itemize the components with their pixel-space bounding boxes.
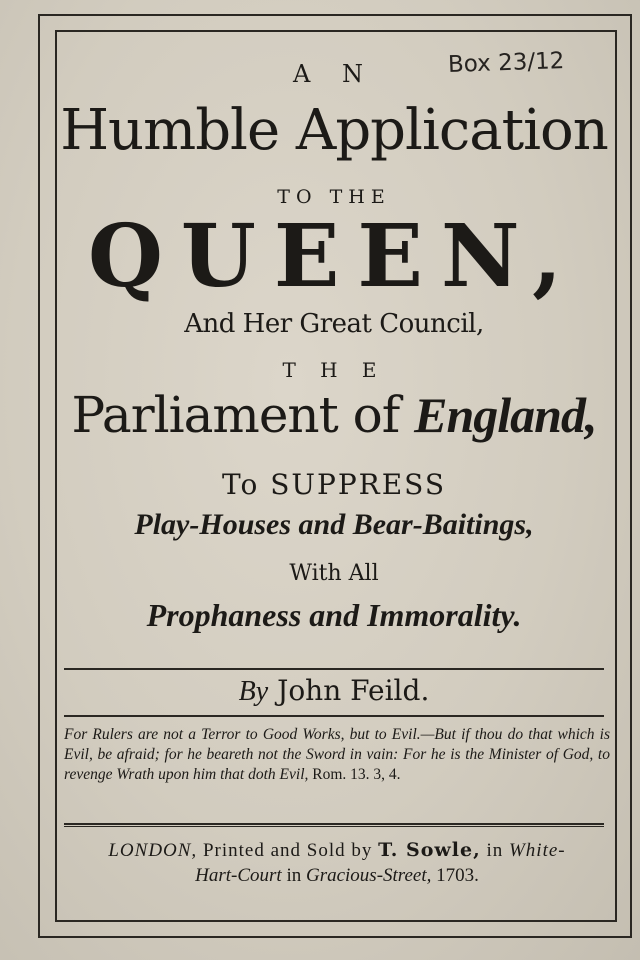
to-suppress: To SUPPRESS — [221, 468, 447, 501]
imprint-printed-sold: Printed and Sold by — [197, 840, 379, 861]
quote-text: For Rulers are not a Terror to Good Works, but to Evil.—But if thou do that which is Evil, be afraid; for he beareth not the Sword in vain: For he is the Minister of God, to revenge Wrath upon him that doth Evil, — [64, 726, 610, 783]
with-all: With All — [289, 561, 379, 586]
handwritten-annotation: Box 23/12 — [447, 47, 565, 79]
rule-bottom-thin — [64, 826, 604, 827]
imprint-street: Gracious-Street, — [305, 865, 432, 886]
quote-reference: Rom. 13. 3, 4. — [312, 766, 401, 783]
imprint-in-2: in — [281, 865, 306, 886]
great-council: And Her Great Council, — [184, 309, 484, 339]
imprint-printer: T. Sowle, — [378, 839, 481, 861]
to-the: TO THE — [277, 186, 391, 208]
imprint-line-1 — [64, 838, 610, 863]
parliament-line — [55, 386, 613, 444]
parliament-text: Parliament of — [71, 386, 415, 444]
title-queen: QUEEN, — [87, 206, 581, 307]
the: T H E — [282, 358, 386, 382]
imprint-hart-court: Hart-Court — [195, 865, 282, 886]
imprint-year: 1703. — [431, 865, 479, 886]
imprint-line-2 — [64, 863, 610, 888]
rule-bottom — [64, 823, 604, 825]
imprint-in: in — [480, 840, 509, 861]
rule-top — [64, 668, 604, 670]
title-humble-application: Humble Application — [60, 98, 608, 163]
imprint — [64, 838, 610, 888]
prophaness-line: Prophaness and Immorality. — [146, 597, 522, 633]
author-name: John Feild. — [268, 674, 430, 707]
england-text: England, — [414, 387, 597, 443]
author-line — [55, 674, 613, 708]
scripture-quote — [64, 725, 610, 785]
playhouses-line: Play-Houses and Bear-Baitings, — [134, 508, 534, 541]
rule-middle — [64, 715, 604, 717]
article-an: A N — [293, 60, 375, 88]
author-by: By — [238, 676, 269, 707]
imprint-white: White- — [508, 840, 566, 861]
imprint-london: LONDON, — [108, 840, 198, 861]
